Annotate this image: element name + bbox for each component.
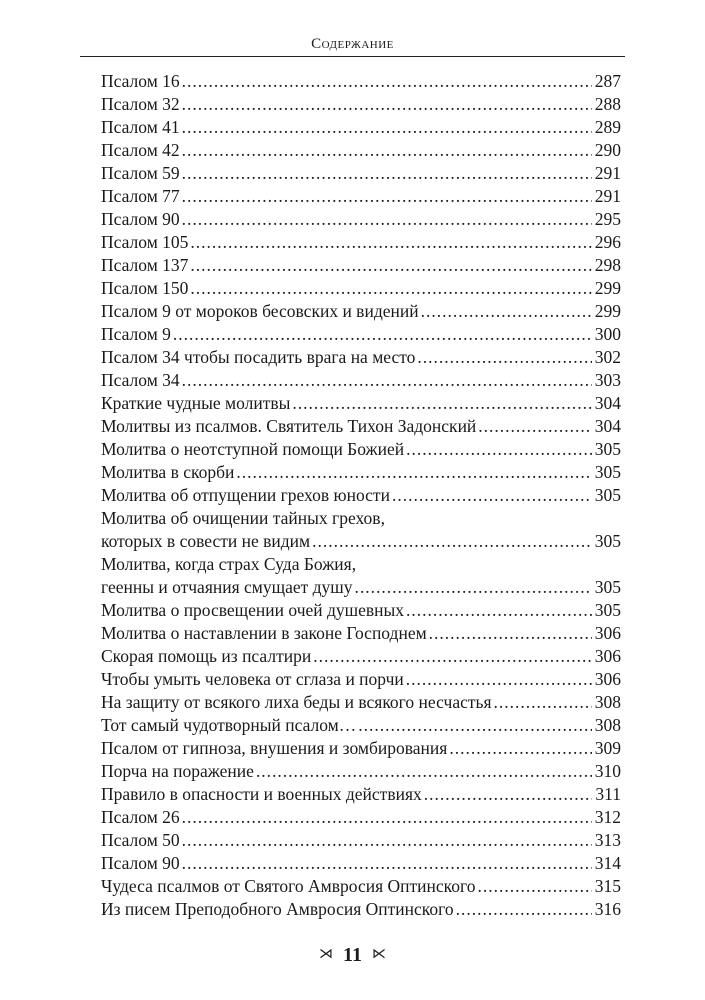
toc-entry-title: геенны и отчаяния смущает душу [101,577,353,597]
toc-entry-page: 295 [594,209,621,229]
toc-row [101,300,621,323]
dot-leader [424,783,593,806]
toc-entry-page: 311 [595,784,621,804]
toc-entry-title: Псалом 59 [101,163,180,183]
toc-entry [101,369,621,392]
dot-leader [312,530,592,553]
toc-entry [101,254,621,277]
toc-entry-title: Псалом 9 от мороков бесовских и видений [101,301,419,321]
toc-entry-title: Псалом от гипноза, внушения и зомбирования [101,738,448,758]
toc-row [101,576,621,599]
toc-entry-page: 304 [594,393,621,413]
dot-leader [173,323,592,346]
dot-leader [182,806,592,829]
toc-entry-title-first-line: Молитва об очищении тайных грехов, [101,508,385,528]
toc-row [101,806,621,829]
toc-entry-title: Из писем Преподобного Амвросия Оптинского [101,899,454,919]
toc-row [101,392,621,415]
toc-entry-page: 303 [594,370,621,390]
toc-entry [101,875,621,898]
toc-entry-title: Псалом 34 [101,370,180,390]
toc-entry-title: Чтобы умыть человека от сглаза и порчи [101,669,404,689]
toc-row [101,461,621,484]
toc-entry [101,231,621,254]
dot-leader [256,760,592,783]
toc-entry-page: 316 [594,899,621,919]
dot-leader [392,484,592,507]
toc-entry-title: Молитва об отпущении грехов юности [101,485,390,505]
dot-leader [313,645,592,668]
toc-entry [101,139,621,162]
toc-entry-page: 310 [594,761,621,781]
toc-entry-page: 315 [594,876,621,896]
toc-entry-page: 287 [594,71,621,91]
dot-leader [478,415,591,438]
dot-leader [449,737,591,760]
toc-entry [101,852,621,875]
page-footer [0,944,705,967]
toc-entry [101,93,621,116]
toc-entry-page: 309 [594,738,621,758]
dot-leader [417,346,591,369]
header-rule [80,56,625,57]
toc-entry-title: Молитва о просвещении очей душевных [101,600,405,620]
dot-leader [406,438,592,461]
toc-entry-title: Молитвы из псалмов. Святитель Тихон Задонский [101,416,477,436]
dot-leader [494,691,592,714]
toc-row [101,162,621,185]
toc-entry [101,599,621,622]
dot-leader [182,369,592,392]
toc-entry-title: Псалом 90 [101,209,180,229]
toc-row [101,323,621,346]
toc-entry-page: 302 [594,347,621,367]
toc-entry-title: Молитва о наставлении в законе Господнем [101,623,427,643]
toc-entry-title: Псалом 77 [101,186,180,206]
toc-row [101,852,621,875]
toc-row [101,346,621,369]
toc-entry-page: 312 [594,807,621,827]
toc-entry [101,415,621,438]
toc-row [101,530,621,553]
dot-leader [182,208,592,231]
toc-entry-page: 306 [594,623,621,643]
toc-row [101,438,621,461]
toc-entry-page: 305 [594,439,621,459]
toc-entry-page: 291 [594,186,621,206]
toc-entry-page: 305 [594,577,621,597]
dot-leader [429,622,592,645]
toc-entry [101,898,621,921]
toc-row [101,783,621,806]
toc-entry-title: Молитва о неотступной помощи Божией [101,439,405,459]
toc-row [101,898,621,921]
toc-entry-title: Краткие чудные молитвы [101,393,291,413]
toc-entry-page: 306 [594,669,621,689]
toc-entry [101,162,621,185]
toc-entry-page: 304 [594,416,621,436]
toc-entry [101,645,621,668]
toc-row [101,714,621,737]
toc-row [101,622,621,645]
toc-entry [101,484,621,507]
toc-entry [101,829,621,852]
toc-entry-page: 288 [594,94,621,114]
toc-entry-page: 296 [594,232,621,252]
toc-entry [101,346,621,369]
page-number: 11 [343,944,362,966]
toc-entry-title: Псалом 41 [101,117,180,137]
toc-row [101,415,621,438]
toc-entry-page: 299 [594,278,621,298]
toc-entry [101,208,621,231]
dot-leader [292,392,591,415]
dot-leader [182,93,592,116]
toc-entry-title: Псалом 137 [101,255,189,275]
right-ornament-icon: ⋉ [371,946,386,962]
toc-entry [101,300,621,323]
toc-entry-title: Псалом 50 [101,830,180,850]
toc-entry-title: Псалом 105 [101,232,189,252]
toc-row [101,277,621,300]
toc-entry-page: 299 [594,301,621,321]
dot-leader [182,162,592,185]
toc-entry [101,116,621,139]
dot-leader [406,599,592,622]
dot-leader [406,668,592,691]
toc-entry [101,70,621,93]
toc-entry-title: Псалом 150 [101,278,189,298]
toc-entry-title: Псалом 42 [101,140,180,160]
toc-entry-title: Правило в опасности и военных действиях [101,784,422,804]
dot-leader [358,714,591,737]
toc-row [101,208,621,231]
toc-row [101,668,621,691]
dot-leader [236,461,591,484]
dot-leader [182,852,592,875]
toc-row [101,185,621,208]
dot-leader [182,70,592,93]
toc-entry [101,185,621,208]
toc-entry-title: Порча на поражение [101,761,254,781]
toc-entry [101,461,621,484]
toc-entry-page: 298 [594,255,621,275]
toc-row [101,760,621,783]
toc-entry-page: 305 [594,462,621,482]
toc-row [101,599,621,622]
toc-row [101,829,621,852]
dot-leader [182,116,592,139]
dot-leader [182,185,592,208]
dot-leader [478,875,592,898]
toc-row [101,737,621,760]
running-header: Содержание [311,36,394,52]
toc-entry-page: 308 [594,715,621,735]
toc-row [101,691,621,714]
toc-entry-title: Псалом 32 [101,94,180,114]
dot-leader [182,139,592,162]
toc-entry-page: 305 [594,531,621,551]
dot-leader [421,300,592,323]
dot-leader [355,576,592,599]
toc-row [101,93,621,116]
dot-leader [190,277,591,300]
toc-row [101,875,621,898]
toc-entry-title: Псалом 9 [101,324,171,344]
toc-entry-title: Молитва в скорби [101,462,235,482]
toc-row [101,231,621,254]
toc-row [101,116,621,139]
toc-entry [101,277,621,300]
toc-entry-page: 289 [594,117,621,137]
toc-entry [101,714,621,737]
toc-entry [101,323,621,346]
toc-entry [101,553,621,599]
toc-row [101,70,621,93]
toc-entry [101,668,621,691]
toc-entry [101,783,621,806]
toc-entry-title: Чудеса псалмов от Святого Амвросия Оптинского [101,876,476,896]
toc-row [101,139,621,162]
toc-entry [101,507,621,553]
toc-entry [101,622,621,645]
toc-entry-page: 305 [594,600,621,620]
toc-entry-page: 313 [594,830,621,850]
dot-leader [190,254,591,277]
toc-entry-title-first-line: Молитва, когда страх Суда Божия, [101,554,357,574]
toc-entry-title: Псалом 34 чтобы посадить врага на место [101,347,416,367]
toc-entry-page: 306 [594,646,621,666]
dot-leader [190,231,591,254]
toc-entry [101,438,621,461]
toc-entry-page: 291 [594,163,621,183]
toc-entry-title: Псалом 16 [101,71,180,91]
toc-row [101,484,621,507]
toc-entry-title: На защиту от всякого лиха беды и всякого несчастья [101,692,492,712]
toc-row [101,254,621,277]
dot-leader [182,829,592,852]
toc-entry-title: Скорая помощь из псалтири [101,646,312,666]
toc-entry-page: 300 [594,324,621,344]
toc-entry [101,760,621,783]
left-ornament-icon: ⋊ [319,946,334,962]
toc-entry-page: 290 [594,140,621,160]
toc-entry-page: 308 [594,692,621,712]
dot-leader [456,898,592,921]
toc-entry [101,737,621,760]
table-of-contents [101,70,621,921]
toc-entry [101,691,621,714]
toc-entry-page: 305 [594,485,621,505]
toc-entry-title: Псалом 90 [101,853,180,873]
toc-row [101,369,621,392]
toc-entry-title: Тот самый чудотворный псалом… [101,715,357,735]
toc-entry [101,806,621,829]
toc-entry [101,392,621,415]
toc-entry-page: 314 [594,853,621,873]
toc-row [101,645,621,668]
toc-entry-title: которых в совести не видим [101,531,311,551]
toc-entry-title: Псалом 26 [101,807,180,827]
